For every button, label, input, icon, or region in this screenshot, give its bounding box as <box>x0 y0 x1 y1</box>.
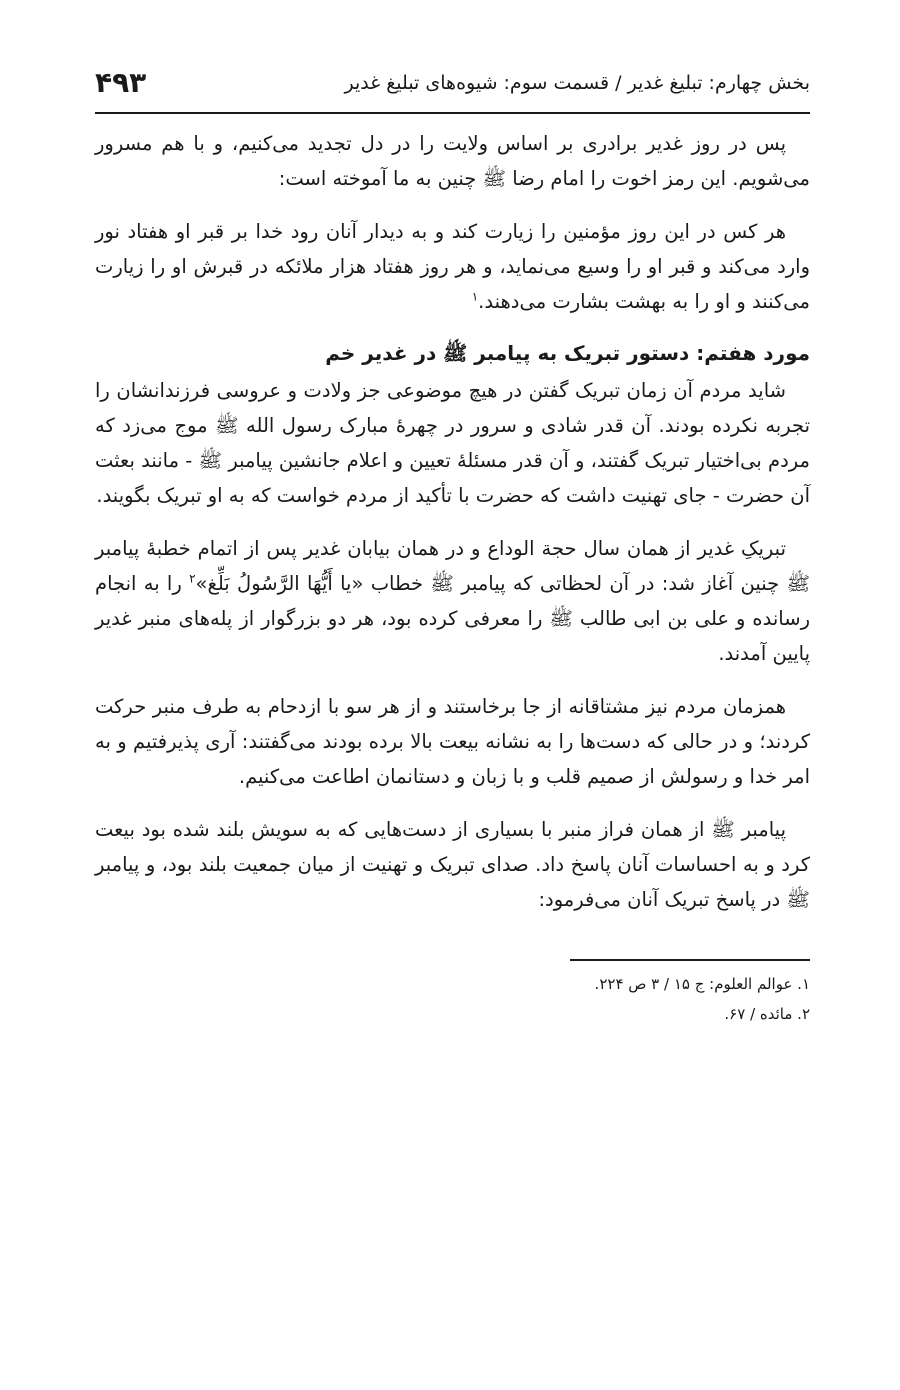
paragraph-3: شاید مردم آن زمان تبریک گفتن در هیچ موضوعی جز ولادت و عروسی فرزندانشان را تجربه نکرده بودند. آن قدر شادی و سرور در چهرۀ مبارک رسول الله ﷺ موج می‌زد که مردم بی‌اختیار تبریک گفتند، و آن قدر مسئلۀ تعیین و اعلام جانشین پیامبر ﷺ - مانند بعثت آن حضرت - جای تهنیت داشت که حضرت با تأکید از مردم خواست که به او تبریک بگویند. <box>95 379 810 507</box>
running-header <box>95 60 810 114</box>
footnote-2: ۲. مائده / ۶۷. <box>724 1005 810 1023</box>
paragraph-4 <box>95 531 810 671</box>
paragraph-4-text-b: را به انجام رسانده و علی بن ابی طالب ﷺ را معرفی کرده بود، هر دو بزرگوار از پله‌های منبر غدیر پایین آمدند. <box>95 572 810 665</box>
footnote-divider <box>570 959 810 961</box>
footnote-1: ۱. عوالم العلوم: ج ۱۵ / ۳ ص ۲۲۴. <box>594 975 810 993</box>
paragraph-5: همزمان مردم نیز مشتاقانه از جا برخاستند و از هر سو با ازدحام به طرف منبر حرکت کردند؛ و در حالی که دست‌ها را به نشانه بیعت بالا برده بودند می‌گفتند: آری پذیرفتیم و به امر خدا و رسولش از صمیم قلب و با زبان و دستانمان اطاعت می‌کنیم. <box>95 695 810 788</box>
paragraph-2-text: هر کس در این روز مؤمنین را زیارت کند و به دیدار آنان رود خدا بر قبر او هفتاد نور وارد می‌کند و قبر او را وسیع می‌نماید، و هر روز هفتاد هزار ملائکه در قبرش او را زیارت می‌کنند و او را به بهشت بشارت می‌دهند. <box>95 220 810 313</box>
paragraph-4-text-a: تبریکِ غدیر از همان سال حجة الوداع و در همان بیابان غدیر پس از اتمام خطبۀ پیامبر ﷺ چنین آغاز شد: در آن لحظاتی که پیامبر ﷺ خطاب «یا أَیُّهَا الرَّسُولُ بَلِّغ» <box>95 537 811 595</box>
paragraph-2-quote <box>95 214 810 319</box>
paragraph-6: پیامبر ﷺ از همان فراز منبر با بسیاری از دست‌هایی که به سویش بلند شده بود بیعت کرد و به احساسات آنان پاسخ داد. صدای تبریک و تهنیت از میان جمعیت بلند بود، و پیامبر ﷺ در پاسخ تبریک آنان می‌فرمود: <box>95 818 810 911</box>
running-header-title: بخش چهارم: تبلیغ غدیر / قسمت سوم: شیوه‌های تبلیغ غدیر <box>344 72 810 94</box>
paragraph-1: پس در روز غدیر برادری بر اساس ولایت را در دل تجدید می‌کنیم، و با هم مسرور می‌شویم. این رمز اخوت را امام رضا ﷺ چنین به ما آموخته است: <box>95 132 810 190</box>
footnote-ref-2: ۲ <box>189 571 196 586</box>
page-number: ۴۹۳ <box>95 66 147 99</box>
section-heading: مورد هفتم: دستور تبریک به پیامبر ﷺ در غدیر خم <box>325 341 810 365</box>
book-page <box>95 60 810 1029</box>
footnote-ref-1: ۱ <box>471 289 479 304</box>
